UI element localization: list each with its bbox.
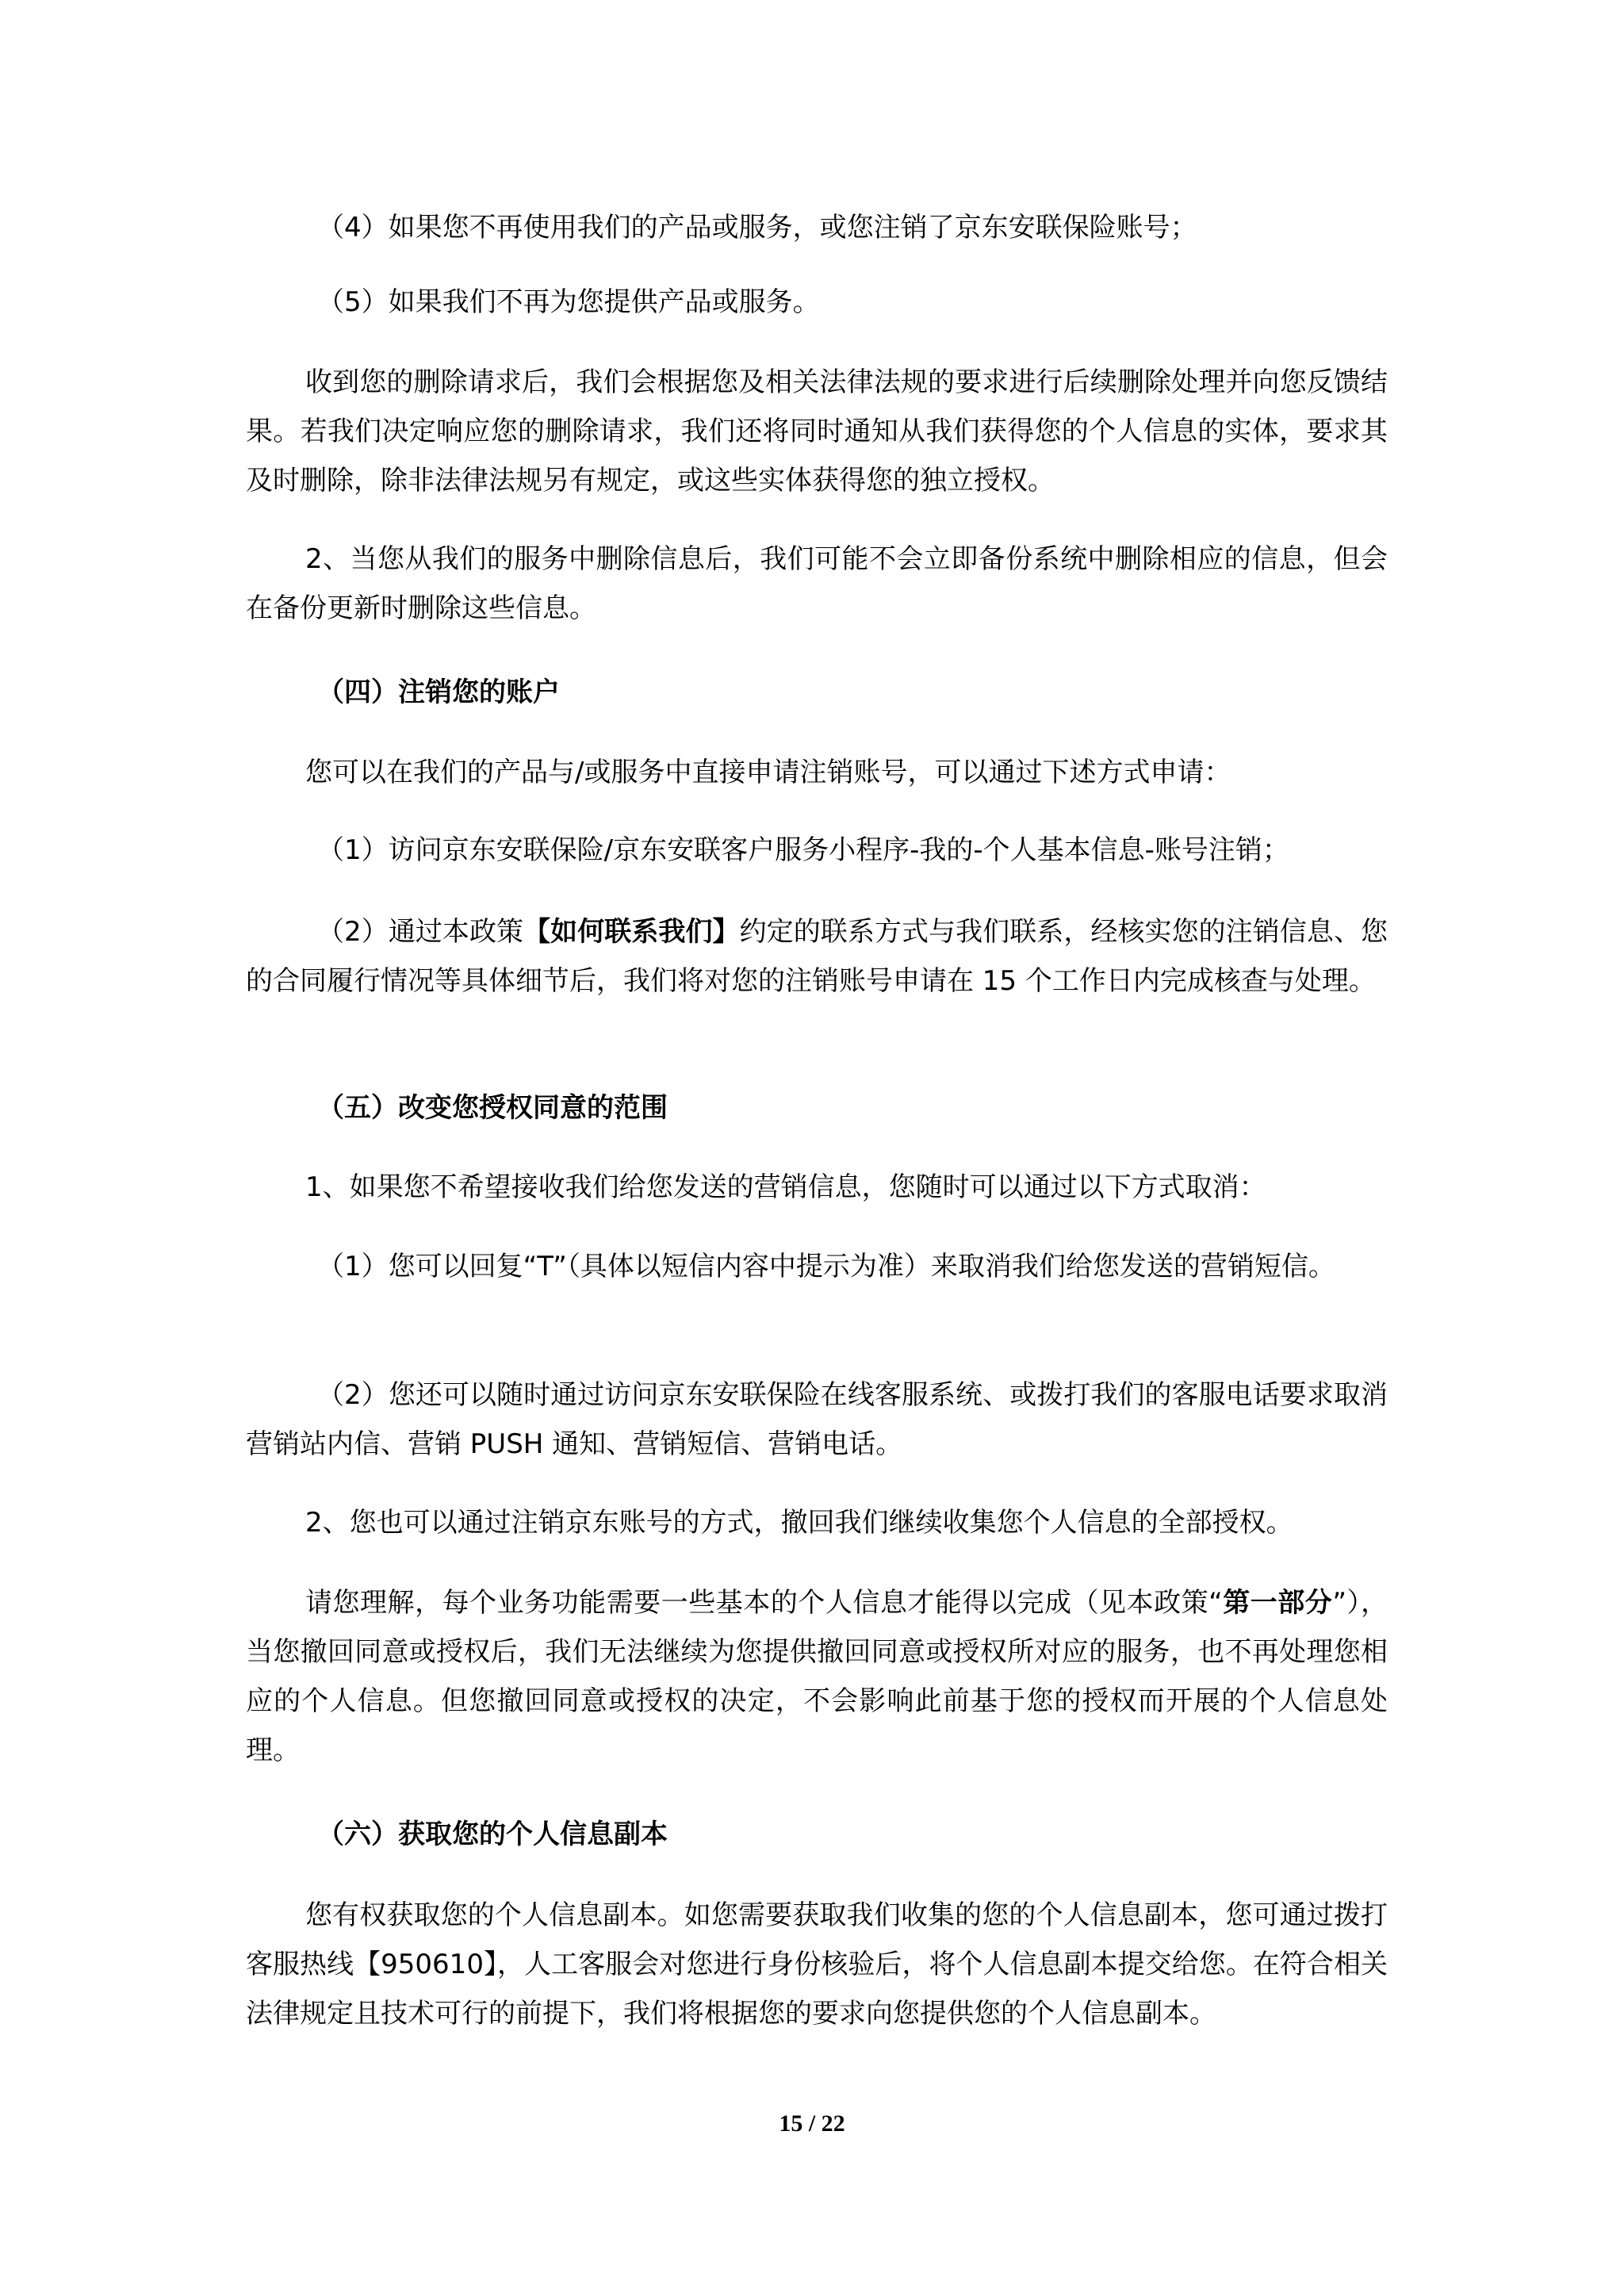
bold-reference-contact-us: 【如何联系我们】 bbox=[523, 916, 740, 948]
bold-reference-part-one: 第一部分 bbox=[1222, 1587, 1333, 1619]
text-segment: ”），当您撤回同意或授权后，我们无法继续为您提供撤回同意或授权所对应的服务，也不再处理您相应的个人信息。但您撤回同意或授权的决定，不会影响此前基于您的授权而开展的个人信息处理。 bbox=[246, 1587, 1388, 1766]
section-heading-cancel-account: （四）注销您的账户 bbox=[317, 677, 560, 708]
paragraph-marketing-opt-out: 1、如果您不希望接收我们给您发送的营销信息，您随时可以通过以下方式取消： bbox=[305, 1171, 1266, 1203]
paragraph-cancel-intro: 您可以在我们的产品与/或服务中直接申请注销账号，可以通过下述方式申请： bbox=[305, 757, 1231, 788]
text-segment: （2）通过本政策 bbox=[317, 916, 524, 948]
paragraph-deletion-response: 收到您的删除请求后，我们会根据您及相关法律法规的要求进行后续删除处理并向您反馈结果。若我们决定响应您的删除请求，我们还将同时通知从我们获得您的个人信息的实体，要求其及时删除，除非法律法规另有规定，或这些实体获得您的独立授权。 bbox=[246, 366, 1388, 496]
paragraph-item-5: （5）如果我们不再为您提供产品或服务。 bbox=[317, 286, 820, 318]
section-heading-change-consent: （五）改变您授权同意的范围 bbox=[317, 1092, 668, 1124]
paragraph-cancel-method-2 bbox=[246, 907, 1388, 1006]
paragraph-info-copy: 您有权获取您的个人信息副本。如您需要获取我们收集的您的个人信息副本，您可通过拨打客服热线【950610】，人工客服会对您进行身份核验后，将个人信息副本提交给您。在符合相关法律规定且技术可行的前提下，我们将根据您的要求向您提供您的个人信息副本。 bbox=[246, 1899, 1388, 2030]
page-number: 15 / 22 bbox=[779, 2110, 845, 2137]
text-segment: 请您理解，每个业务功能需要一些基本的个人信息才能得以完成（见本政策“ bbox=[305, 1587, 1223, 1619]
paragraph-item-4: （4）如果您不再使用我们的产品或服务，或您注销了京东安联保险账号； bbox=[317, 212, 1197, 243]
text-segment: 约定的联系方式与我们联系，经核实您的注销信息、您的合同履行情况等具体细节后，我们将对您的注销账号申请在 15 个工作日内完成核查与处理。 bbox=[246, 916, 1388, 997]
section-heading-info-copy: （六）获取您的个人信息副本 bbox=[317, 1819, 668, 1850]
paragraph-reply-t: （1）您可以回复“T”（具体以短信内容中提示为准）来取消我们给您发送的营销短信。 bbox=[317, 1251, 1335, 1282]
paragraph-withdraw-consent bbox=[246, 1578, 1388, 1775]
paragraph-cancel-method-1: （1）访问京东安联保险/京东安联客户服务小程序-我的-个人基本信息-账号注销； bbox=[317, 834, 1289, 866]
paragraph-backup-deletion: 2、当您从我们的服务中删除信息后，我们可能不会立即备份系统中删除相应的信息，但会在备份更新时删除这些信息。 bbox=[246, 543, 1388, 624]
paragraph-cancel-jd-account: 2、您也可以通过注销京东账号的方式，撤回我们继续收集您个人信息的全部授权。 bbox=[305, 1507, 1293, 1539]
paragraph-online-service: （2）您还可以随时通过访问京东安联保险在线客服系统、或拨打我们的客服电话要求取消营销站内信、营销 PUSH 通知、营销短信、营销电话。 bbox=[246, 1379, 1388, 1460]
